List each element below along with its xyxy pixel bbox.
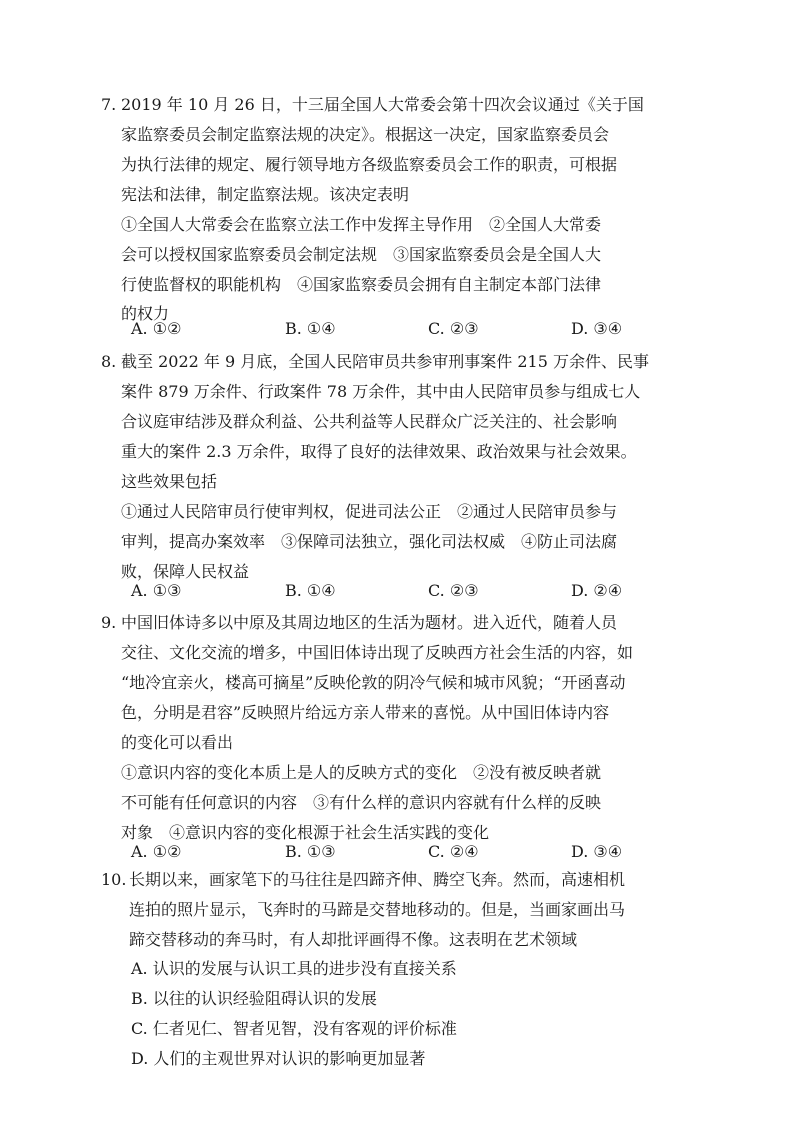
option-b[interactable]: B. ①④ (285, 319, 336, 338)
stem-line: 重大的案件 2.3 万余件，取得了良好的法律效果、政治效果与社会效果。 (121, 442, 637, 461)
statement-line: 不可能有任何意识的内容 ③有什么样的意识内容就有什么样的反映 (121, 793, 602, 812)
option-a[interactable]: A. ①③ (131, 581, 182, 600)
option-b[interactable]: B. ①④ (285, 581, 336, 600)
stem-line: 家监察委员会制定监察法规的决定》。根据这一决定，国家监察委员会 (121, 125, 610, 144)
stem-line: 交往、文化交流的增多，中国旧体诗出现了反映西方社会生活的内容，如 (121, 643, 634, 662)
statement-line: 审判，提高办案效率 ③保障司法独立，强化司法权威 ④防止司法腐 (121, 532, 618, 551)
stem-line: 宪法和法律，制定监察法规。该决定表明 (121, 185, 410, 204)
stem-line: 连拍的照片显示，飞奔时的马蹄是交替地移动的。但是，当画家画出马 (129, 900, 626, 919)
option-a[interactable]: A. ①② (131, 842, 182, 861)
stem-line: 案件 879 万余件、行政案件 78 万余件，其中由人民陪审员参与组成七人 (121, 382, 641, 401)
option-d[interactable]: D. ②④ (571, 581, 623, 600)
statement-line: ①全国人大常委会在监察立法工作中发挥主导作用 ②全国人大常委 (121, 215, 602, 234)
stem-line: 2019 年 10 月 26 日，十三届全国人大常委会第十四次会议通过《关于国 (121, 95, 644, 114)
stem-line: 长期以来，画家笔下的马往往是四蹄齐伸、腾空飞奔。然而，高速相机 (129, 870, 626, 889)
option-c[interactable]: C. ②④ (428, 842, 479, 861)
option-a[interactable]: A. ①② (131, 319, 182, 338)
stem-line: 色，分明是君容”反映照片给远方亲人带来的喜悦。从中国旧体诗内容 (121, 703, 610, 722)
option-c[interactable]: C. ②③ (428, 319, 479, 338)
option-a[interactable]: A. 认识的发展与认识工具的进步没有直接关系 (131, 959, 457, 978)
stem-line: 为执行法律的规定、履行领导地方各级监察委员会工作的职责，可根据 (121, 155, 618, 174)
statement-line: 会可以授权国家监察委员会制定法规 ③国家监察委员会是全国人大 (121, 245, 602, 264)
option-d[interactable]: D. 人们的主观世界对认识的影响更加显著 (131, 1049, 426, 1068)
option-d[interactable]: D. ③④ (571, 319, 623, 338)
statement-line: ①意识内容的变化本质上是人的反映方式的变化 ②没有被反映者就 (121, 763, 602, 782)
option-b[interactable]: B. 以往的认识经验阻碍认识的发展 (131, 989, 377, 1008)
option-c[interactable]: C. 仁者见仁、智者见智，没有客观的评价标准 (131, 1019, 457, 1038)
question-number: 8. (101, 352, 117, 371)
stem-line: “地冷宜亲火，楼高可摘星”反映伦敦的阴冷气候和城市风貌；“开函喜动 (121, 673, 626, 692)
statement-line: 败，保障人民权益 (121, 562, 250, 581)
question-number: 9. (101, 613, 117, 632)
stem-line: 截至 2022 年 9 月底，全国人民陪审员共参审刑事案件 215 万余件、民事 (121, 352, 649, 371)
stem-line: 这些效果包括 (121, 472, 218, 491)
statement-line: 的权力 (121, 304, 170, 323)
option-b[interactable]: B. ①③ (285, 842, 336, 861)
stem-line: 的变化可以看出 (121, 733, 234, 752)
stem-line: 蹄交替移动的奔马时，有人却批评画得不像。这表明在艺术领域 (129, 930, 578, 949)
stem-line: 中国旧体诗多以中原及其周边地区的生活为题材。进入近代，随着人员 (121, 613, 618, 632)
question-number: 10. (101, 870, 127, 889)
option-d[interactable]: D. ③④ (571, 842, 623, 861)
stem-line: 合议庭审结涉及群众利益、公共利益等人民群众广泛关注的、社会影响 (121, 412, 618, 431)
statement-line: ①通过人民陪审员行使审判权，促进司法公正 ②通过人民陪审员参与 (121, 502, 618, 521)
statement-line: 对象 ④意识内容的变化根源于社会生活实践的变化 (121, 823, 490, 842)
option-c[interactable]: C. ②③ (428, 581, 479, 600)
statement-line: 行使监督权的职能机构 ④国家监察委员会拥有自主制定本部门法律 (121, 275, 602, 294)
question-number: 7. (101, 95, 117, 114)
